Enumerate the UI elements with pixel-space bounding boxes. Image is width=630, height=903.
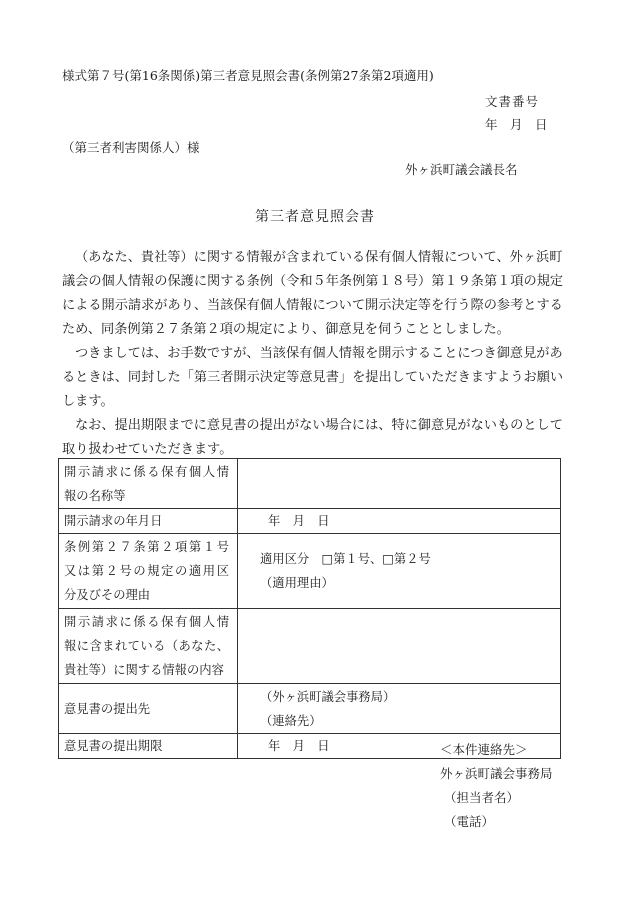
- form-header: 様式第７号(第16条関係)第三者意見照会書(条例第27条第2項適用): [62, 68, 434, 83]
- deadline-value: 年 月 日: [268, 739, 330, 753]
- document-number-label: 文書番号: [485, 94, 540, 109]
- table-row: [59, 459, 561, 509]
- table-value-cell: [238, 609, 561, 684]
- label-line: 分及びその理由: [64, 588, 151, 602]
- paragraph-line: ため、同条例第２７条第２項の規定により、御意見を伺うこととしました。: [62, 322, 510, 337]
- table-label-cell: [59, 509, 238, 534]
- table-value-cell: [238, 509, 561, 534]
- table-label-cell: [59, 534, 238, 609]
- document-title: 第三者意見照会書: [255, 209, 375, 225]
- contact-office: 外ヶ浜町議会事務局: [440, 766, 553, 781]
- label-line: 開示請求に係る保有個人情: [64, 464, 229, 479]
- paragraph-line: るときは、同封した「第三者開示決定等意見書」を提出していただきますようお願い: [62, 370, 564, 385]
- table-row: [59, 509, 561, 534]
- paragraph-line: 議会の個人情報の保護に関する条例（令和５年条例第１８号）第１９条第１項の規定: [62, 274, 564, 289]
- paragraph-line: します。: [62, 394, 114, 409]
- label-line: 報の名称等: [64, 488, 126, 503]
- document-date: 年 月 日: [485, 117, 548, 132]
- applicable-reason: （適用理由）: [260, 576, 334, 590]
- table-label-cell: [59, 459, 238, 509]
- addressee: （第三者利害関係人）様: [62, 140, 200, 155]
- table-row: [59, 609, 561, 684]
- information-table: [58, 458, 561, 759]
- contact-heading: ＜本件連絡先＞: [440, 742, 528, 757]
- table-value-cell: [238, 684, 561, 734]
- contact-phone: （電話）: [444, 814, 495, 829]
- paragraph-line: （あなた、貴社等）に関する情報が含まれている保有個人情報について、外ヶ浜町: [75, 250, 563, 265]
- label-line: 又は第２号の規定の適用区: [64, 564, 229, 578]
- label-line: 貴社等）に関する情報の内容: [64, 663, 224, 677]
- paragraph-line: つきましては、お手数ですが、当該保有個人情報を開示することにつき御意見があ: [75, 346, 563, 361]
- label-line: 意見書の提出期限: [64, 739, 163, 753]
- table-label-cell: [59, 734, 238, 759]
- table-value-cell: [238, 459, 561, 509]
- table-label-cell: [59, 684, 238, 734]
- table-row: [59, 534, 561, 609]
- submission-contact: （連絡先）: [260, 713, 322, 728]
- table-label-cell: [59, 609, 238, 684]
- paragraph-line: による開示請求があり、当該保有個人情報について開示決定等を行う際の参考とする: [62, 298, 563, 313]
- body-paragraph-3: [62, 414, 562, 462]
- paragraph-line: 取り扱わせていただきます。: [62, 442, 233, 457]
- label-line: 条例第２７条第２項第１号: [64, 540, 229, 554]
- contact-block: [440, 738, 553, 834]
- applicable-category: 適用区分 □第１号、□第２号: [260, 552, 431, 566]
- label-line: 意見書の提出先: [64, 701, 151, 716]
- label-line: 報に含まれている（あなた、: [64, 639, 229, 653]
- contact-person: （担当者名）: [444, 790, 520, 805]
- sender-name: 外ヶ浜町議会議長名: [405, 162, 518, 177]
- request-date-value: 年 月 日: [268, 514, 330, 528]
- label-line: 開示請求の年月日: [64, 514, 163, 528]
- table-row: [59, 684, 561, 734]
- body-paragraph-1: [62, 246, 562, 342]
- label-line: 開示請求に係る保有個人情: [64, 615, 229, 629]
- paragraph-line: なお、提出期限までに意見書の提出がない場合には、特に御意見がないものとして: [75, 418, 563, 433]
- table-value-cell: [238, 534, 561, 609]
- submission-office: （外ヶ浜町議会事務局）: [260, 689, 396, 704]
- body-paragraph-2: [62, 342, 562, 414]
